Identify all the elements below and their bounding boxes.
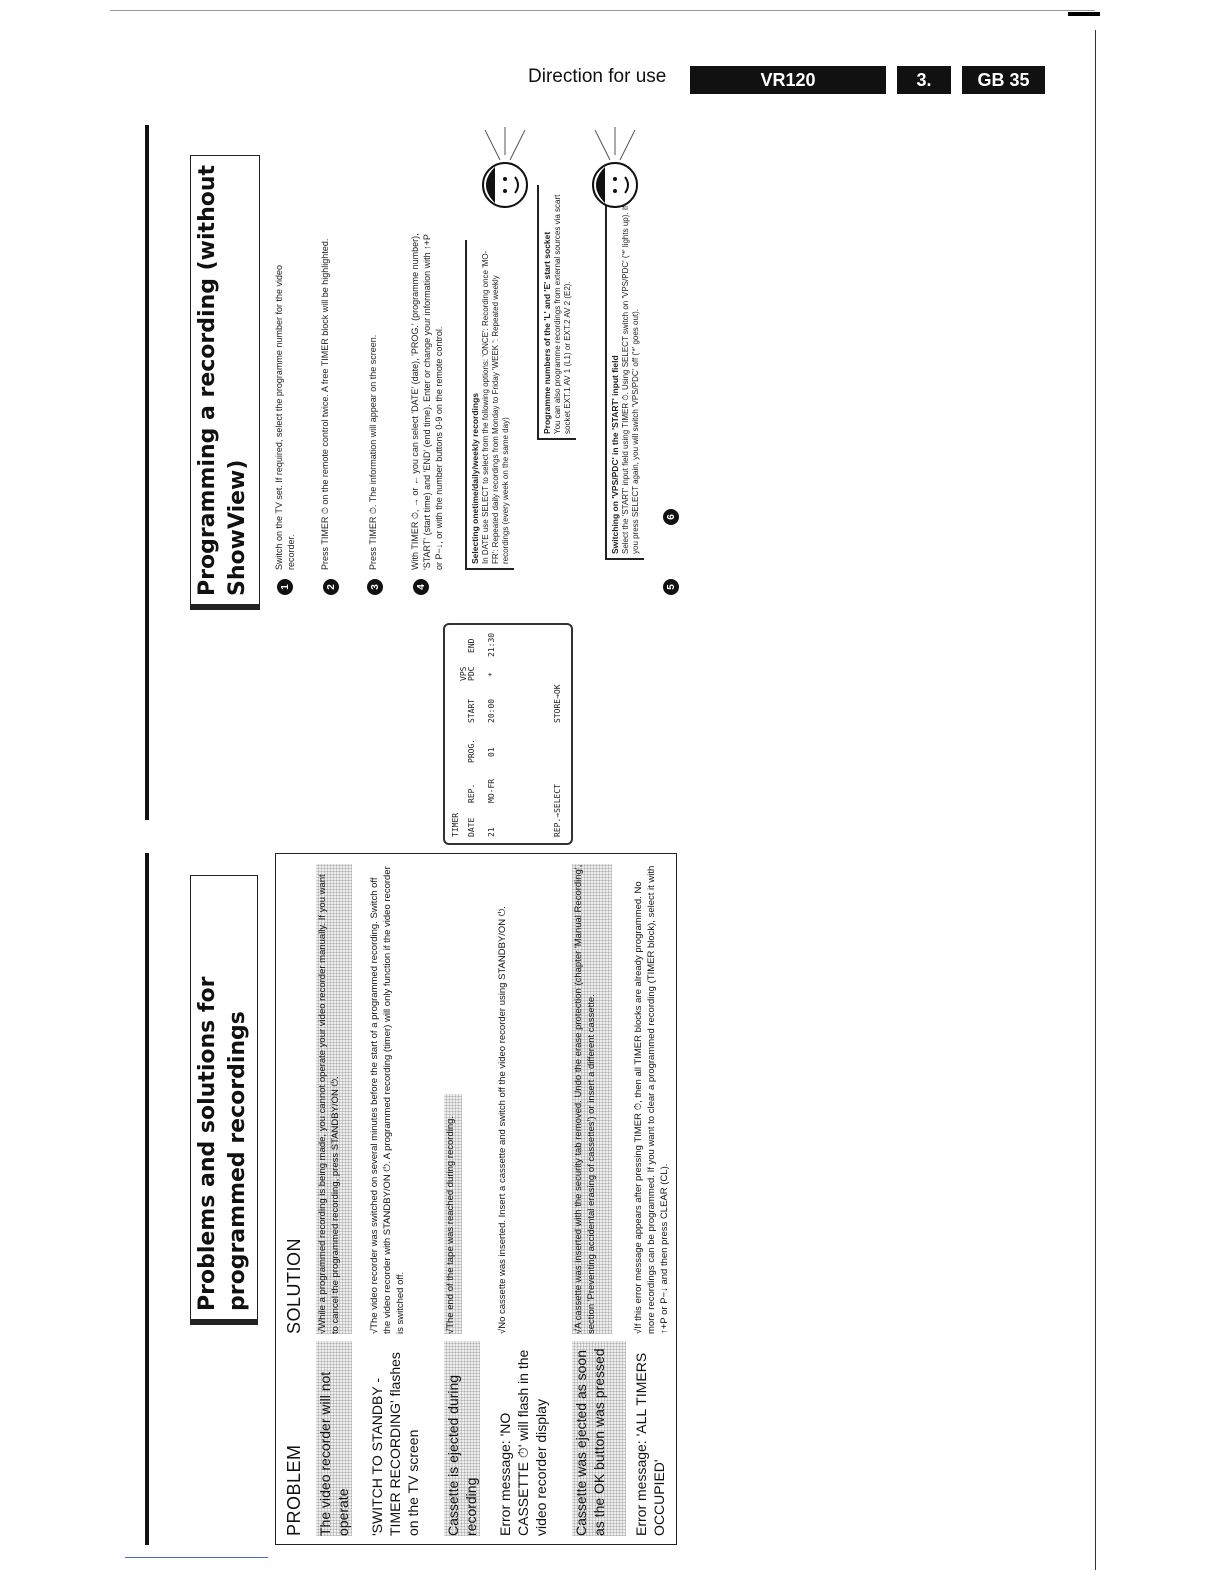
header-model-label: VR120 <box>690 66 886 94</box>
problem-column-header: PROBLEM <box>284 1444 304 1536</box>
helper-face-icon <box>475 125 535 215</box>
tv-header-rep: REP. <box>467 783 476 803</box>
step-number-badge: 6 <box>663 509 679 525</box>
step-number-badge: 3 <box>367 579 383 595</box>
solution-cell: √The end of the tape was reached during recording. <box>444 1094 462 1334</box>
problem-cell: Error message: 'NO CASSETTE ⏱' will flash in the video recorder display <box>497 1349 549 1536</box>
problems-title: Problems and solutions for programmed recordings <box>190 875 258 1325</box>
right-margin-rule <box>1095 30 1096 1570</box>
note-scart-programmes <box>537 185 576 440</box>
tv-header-date: DATE <box>467 817 476 837</box>
tv-header-start: START <box>467 698 476 723</box>
header-chapter-label: 3. <box>897 66 951 94</box>
step-text: Press TIMER ⏱. The information will appear on the screen. <box>368 334 378 570</box>
table-row <box>444 852 486 1544</box>
problems-top-rule <box>145 853 149 1545</box>
solution-cell: √No cassette was inserted. Insert a cassette and switch off the video recorder using STANDBY/ON ⏻. <box>497 906 508 1334</box>
header-section-title: Direction for use <box>528 66 667 87</box>
tv-value-end: 21:30 <box>487 632 496 657</box>
timer-screen-display <box>443 623 573 845</box>
problem-cell: Error message: 'ALL TIMERS OCCUPIED' <box>633 1352 667 1536</box>
step-text: Press TIMER ⏱ on the remote control twice. A free TIMER block will be highlighted. <box>320 238 330 570</box>
tv-value-rep: MO-FR <box>487 778 496 803</box>
solution-cell: √The video recorder was switched on several minutes before the start of a programmed recording. Switch off the video recorder with STANDBY/ON ⏻. A programmed recording (timer) will only function if the video recorder is switched off. <box>369 866 406 1334</box>
note-vps-pdc <box>605 200 644 560</box>
problem-cell: Cassette was ejected as soon as the OK button was pressed <box>572 1341 626 1536</box>
step-number-badge: 1 <box>277 579 293 595</box>
note-repeat-recordings <box>465 240 514 570</box>
tv-header-vps: VPS <box>459 666 468 681</box>
note-text: Select the 'START' input field using TIMER ⏱. Using SELECT switch on 'VPS/PDC' ('*' lights up). If you press SELECT again, you will switch 'VPS/PDC' off ('*' goes out). <box>621 205 640 554</box>
tv-header-prog: PROG. <box>467 738 476 763</box>
step-text: With TIMER ⏱, → or ← you can select 'DATE' (date), 'PROG.' (programme number), 'START' (start time) and 'END' (end time). Enter or change your information with ↑+P or P−↓, or with the number buttons 0-9 on the remote control. <box>410 233 444 570</box>
tv-header-end: END <box>467 638 476 653</box>
tv-footer-left: REP.→SELECT <box>553 784 562 837</box>
header-page-label: GB 35 <box>962 66 1045 94</box>
programming-top-rule <box>145 125 149 820</box>
table-row <box>496 852 566 1544</box>
table-row <box>368 852 438 1544</box>
solution-column-header: SOLUTION <box>284 1237 304 1334</box>
rotated-page-content <box>145 125 685 1545</box>
step-number-badge: 2 <box>323 579 339 595</box>
tv-value-date: 21 <box>487 827 496 837</box>
helper-face-icon <box>585 125 645 215</box>
problems-table <box>275 853 677 1545</box>
note-title: Programme numbers of the 'L' and 'E' start socket <box>542 231 552 434</box>
tv-footer-right: STORE→OK <box>553 684 562 723</box>
tv-value-vps: * <box>487 672 496 677</box>
top-rule <box>110 10 1095 11</box>
note-text: You can also programme recordings from external sources via scart socket EXT.1 AV 1 (L1) or EXT.2 AV 2 (E2). <box>553 194 572 434</box>
table-row <box>572 852 628 1544</box>
note-title: Switching on 'VPS/PDC' in the 'START' input field <box>610 355 620 554</box>
bottom-link-rule <box>125 1557 268 1558</box>
step-number-badge: 4 <box>413 579 429 595</box>
problem-cell: 'SWITCH TO STANDBY - TIMER RECORDING' flashes on the TV screen <box>369 1352 421 1536</box>
note-title: Selecting onetime/daily/weekly recordings <box>470 392 480 564</box>
solution-cell: √A cassette was inserted with the security tab removed. Undo the erase protection (chapter 'Manual Recording', section 'Preventing accidental erasing of cassettes') or insert a different cassette. <box>572 864 612 1334</box>
programming-title: Programming a recording (without ShowView) <box>190 155 260 610</box>
problem-cell: The video recorder will not operate <box>316 1341 352 1536</box>
top-corner-mark <box>1068 12 1100 16</box>
problem-cell: Cassette is ejected during recording <box>444 1341 480 1536</box>
solution-cell: √While a programmed recording is being made, you cannot operate your video recorder manually. If you want to cancel the programmed recording, press STANDBY/ON ⏻. <box>316 864 352 1334</box>
table-row <box>316 852 358 1544</box>
tv-value-start: 20:00 <box>487 698 496 723</box>
tv-value-prog: 01 <box>487 747 496 757</box>
table-row <box>632 852 676 1544</box>
tv-title: TIMER <box>451 812 460 837</box>
solution-cell: √If this error message appears after pressing TIMER ⏱, then all TIMER blocks are already programmed. No more recordings can be programmed. If you want to clear a programmed recording (TIMER block), select it with ↑+P or P−↓ and then press CLEAR (CL). <box>633 865 670 1334</box>
step-text: Switch on the TV set. If required, select the programme number for the video recorder. <box>274 265 296 570</box>
note-text: In DATE use SELECT to select from the following options: 'ONCE': Recording once 'MO-FR': Repeated daily recordings from Monday to Friday 'WEEK ': Repeated weekly recordings (every week on the same day) <box>481 250 510 564</box>
tv-header-pdc: PDC <box>467 666 476 681</box>
step-number-badge: 5 <box>663 579 679 595</box>
